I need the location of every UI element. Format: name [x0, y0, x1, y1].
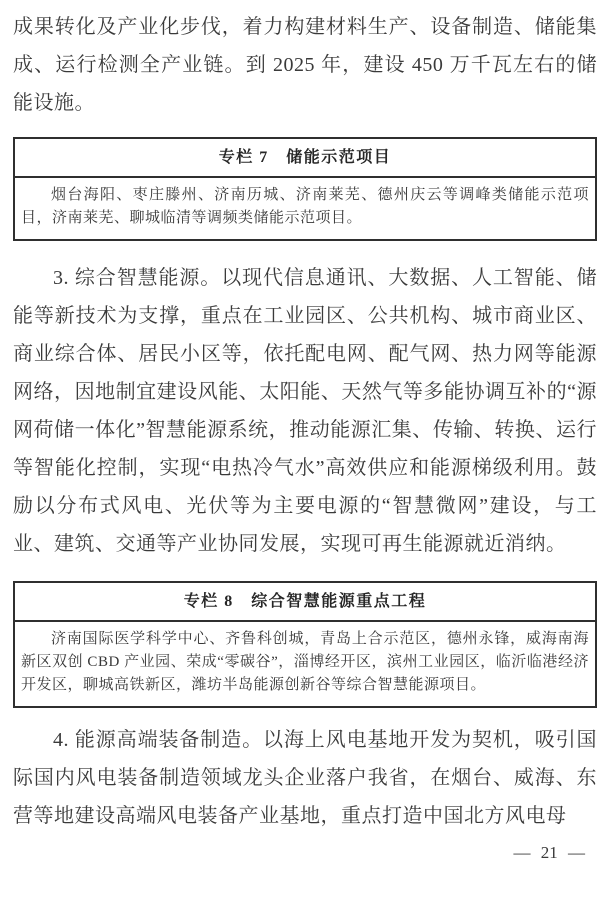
paragraph-item-4-equipment-manufacturing: 4. 能源高端装备制造。以海上风电基地开发为契机，吸引国际国内风电装备制造领域龙头企业落户我省，在烟台、威海、东营等地建设高端风电装备产业基地，重点打造中国北方风电母 [13, 729, 597, 827]
callout-box-body: 烟台海阳、枣庄滕州、济南历城、济南莱芜、德州庆云等调峰类储能示范项目，济南莱芜、聊城临清等调频类储能示范项目。 [21, 187, 589, 226]
page-number: — 21 — [513, 843, 585, 862]
callout-box-smart-energy-projects [13, 581, 597, 708]
callout-box-title: 专栏 8 综合智慧能源重点工程 [15, 583, 595, 622]
callout-box-title: 专栏 7 储能示范项目 [15, 139, 595, 178]
paragraph-continuation: 成果转化及产业化步伐，着力构建材料生产、设备制造、储能集成、运行检测全产业链。到 2025 年，建设 450 万千瓦左右的储能设施。 [13, 16, 597, 114]
paragraph-item-3-smart-energy: 3. 综合智慧能源。以现代信息通讯、大数据、人工智能、储能等新技术为支撑，重点在工业园区、公共机构、城市商业区、商业综合体、居民小区等，依托配电网、配气网、热力网等能源网络，因地制宜建设风能、太阳能、天然气等多能协调互补的“源网荷储一体化”智慧能源系统，推动能源汇集、传输、转换、运行等智能化控制，实现“电热冷气水”高效供应和能源梯级利用。鼓励以分布式风电、光伏等为主要电源的“智慧微网”建设，与工业、建筑、交通等产业协同发展，实现可再生能源就近消纳。 [13, 267, 597, 555]
callout-box-storage-demo [13, 137, 597, 241]
callout-box-body: 济南国际医学科学中心、齐鲁科创城，青岛上合示范区，德州永锋，威海南海新区双创 CBD 产业园、荣成“零碳谷”，淄博经开区，滨州工业园区，临沂临港经济开发区，聊城高铁新区，潍坊半岛能源创新谷等综合智慧能源项目。 [21, 631, 589, 693]
